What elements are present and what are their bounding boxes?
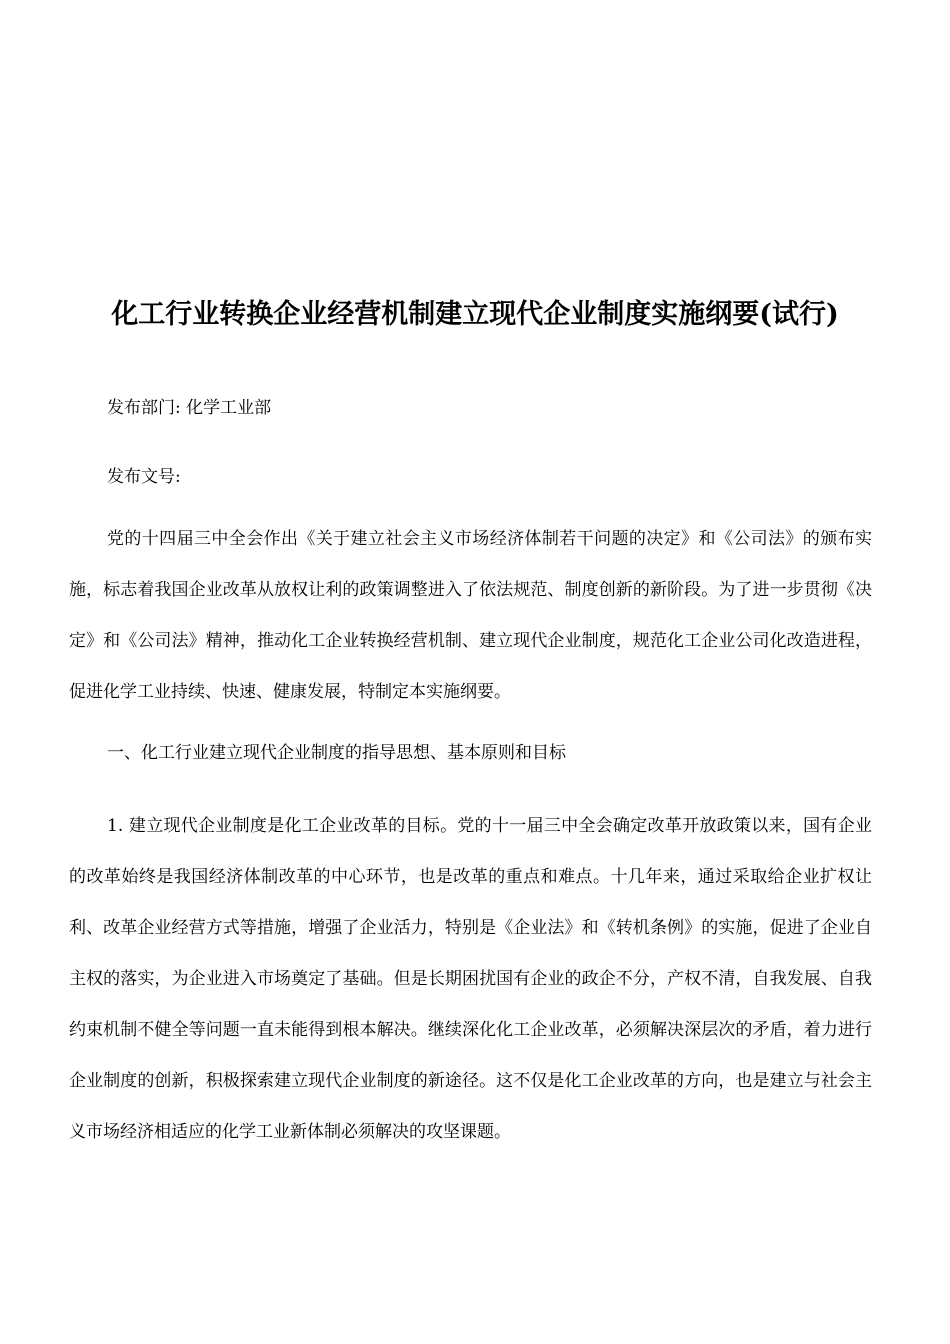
- issuing-department: 发布部门: 化学工业部: [107, 398, 272, 418]
- section-heading: 一、化工行业建立现代企业制度的指导思想、基本原则和目标: [107, 743, 566, 763]
- item-paragraph: 1. 建立现代企业制度是化工企业改革的目标。党的十一届三中全会确定改革开放政策以来，国有企业的改革始终是我国经济体制改革的中心环节，也是改革的重点和难点。十几年来，通过采取给企业扩权让利、改革企业经营方式等措施，增强了企业活力，特别是《企业法》和《转机条例》的实施，促进了企业自主权的落实，为企业进入市场奠定了基础。但是长期困扰国有企业的政企不分，产权不清，自我发展、自我约束机制不健全等问题一直未能得到根本解决。继续深化化工企业改革，必须解决深层次的矛盾，着力进行企业制度的创新，积极探索建立现代企业制度的新途径。这不仅是化工企业改革的方向，也是建立与社会主义市场经济相适应的化学工业新体制必须解决的攻坚课题。: [69, 816, 872, 1142]
- intro-paragraph: 党的十四届三中全会作出《关于建立社会主义市场经济体制若干问题的决定》和《公司法》的颁布实施，标志着我国企业改革从放权让利的政策调整进入了依法规范、制度创新的新阶段。为了进一步贯彻《决定》和《公司法》精神，推动化工企业转换经营机制、建立现代企业制度，规范化工企业公司化改造进程，促进化学工业持续、快速、健康发展，特制定本实施纲要。: [69, 529, 872, 702]
- document-number: 发布文号:: [107, 467, 181, 487]
- document-title: 化工行业转换企业经营机制建立现代企业制度实施纲要(试行): [111, 299, 839, 330]
